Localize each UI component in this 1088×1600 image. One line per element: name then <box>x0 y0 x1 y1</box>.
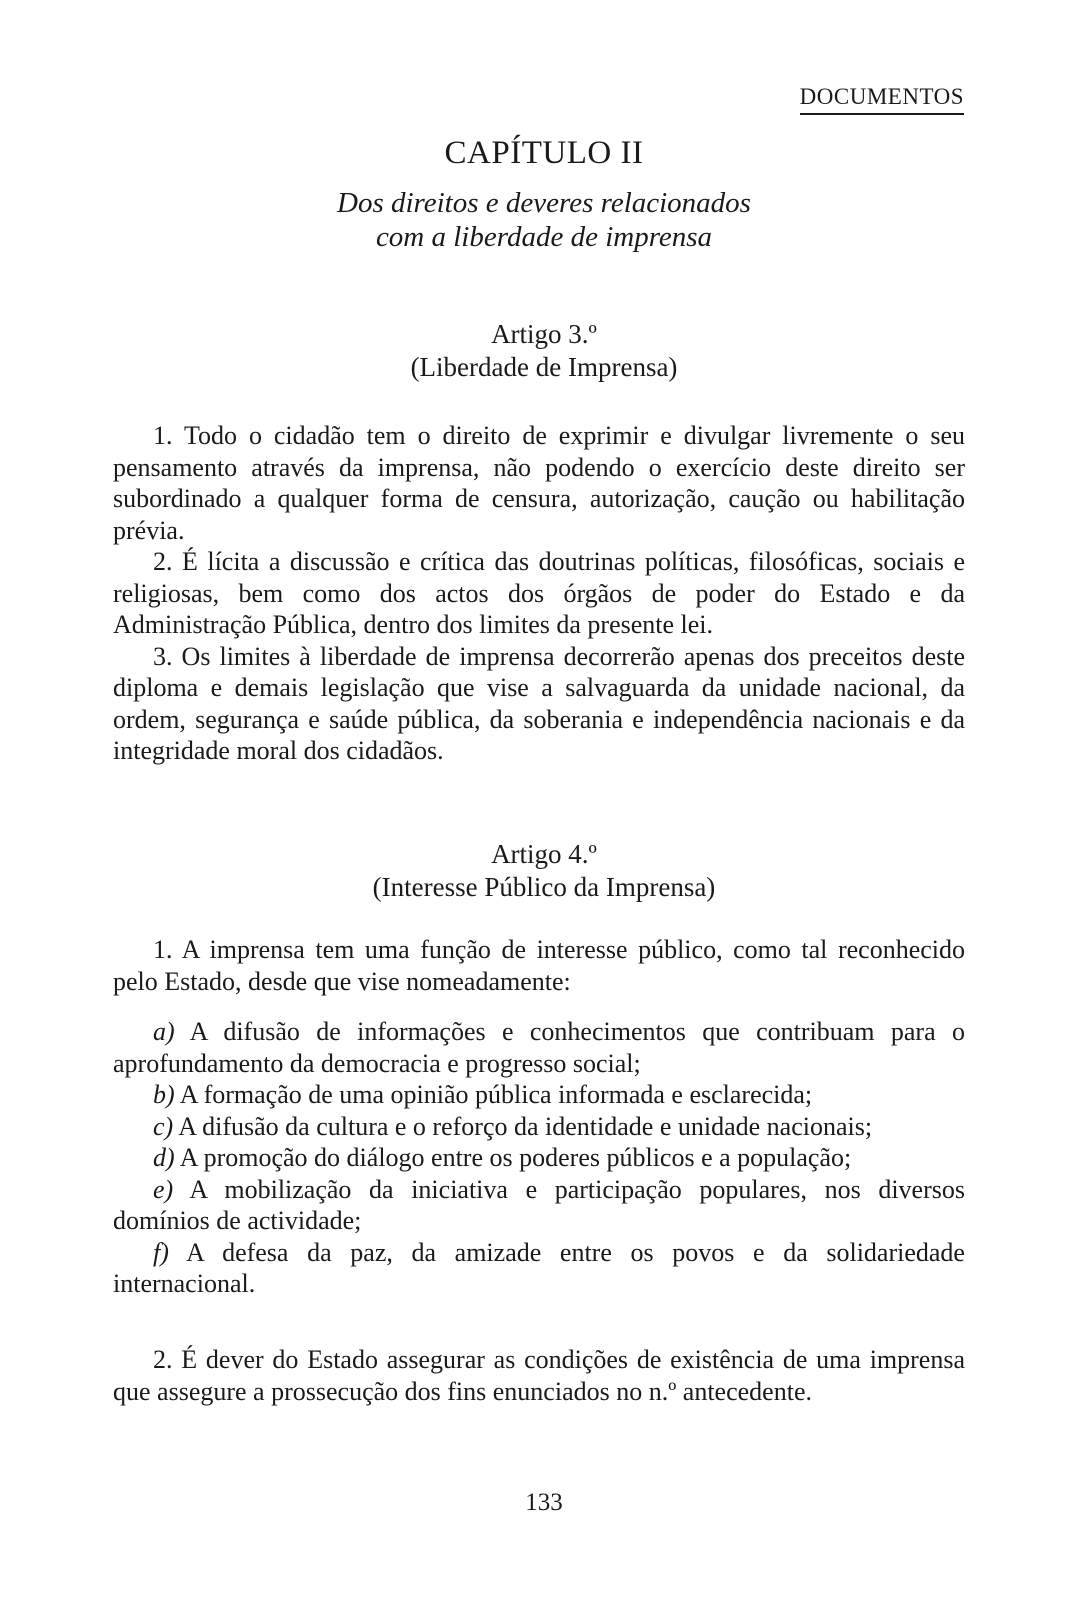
article-3-body <box>113 420 965 767</box>
list-marker: b) <box>153 1080 175 1109</box>
article-4-heading <box>0 838 1088 904</box>
article-4-number: Artigo 4.º <box>491 839 597 869</box>
article-3-paragraph-2: 2. É lícita a discussão e crítica das doutrinas políticas, filosóficas, sociais e religiosas, bem como dos actos dos órgãos de poder do Estado e da Administração Pública, dentro dos limites da presente lei. <box>113 547 965 639</box>
list-item-text: A difusão da cultura e o reforço da identidade e unidade nacionais; <box>178 1111 873 1141</box>
list-item-f <box>113 1237 965 1300</box>
chapter-title: CAPÍTULO II <box>444 135 644 171</box>
article-4-list <box>113 1016 965 1300</box>
article-3-title: (Liberdade de Imprensa) <box>410 352 678 382</box>
article-4-paragraph-2: 2. É dever do Estado assegurar as condições de existência de uma imprensa que assegure a prossecução dos fins enunciados no n.º antecedente. <box>113 1345 965 1406</box>
chapter-subtitle <box>0 186 1088 254</box>
article-3-number: Artigo 3.º <box>491 319 597 349</box>
page-number: 133 <box>525 1489 563 1516</box>
list-item-text: A formação de uma opinião pública informada e esclarecida; <box>179 1080 813 1109</box>
article-4-title: (Interesse Público da Imprensa) <box>372 872 716 902</box>
list-marker: f) <box>153 1237 169 1267</box>
list-item-text: A mobilização da iniciativa e participação populares, nos diversos domínios de actividade; <box>113 1174 965 1235</box>
list-item-c <box>113 1111 965 1143</box>
list-item-text: A promoção do diálogo entre os poderes públicos e a população; <box>179 1143 852 1172</box>
chapter-subtitle-line-2: com a liberdade de imprensa <box>375 221 713 253</box>
list-marker: a) <box>153 1017 175 1046</box>
list-item-b <box>113 1079 965 1111</box>
list-item-d <box>113 1142 965 1174</box>
list-item-a <box>113 1016 965 1079</box>
article-3-paragraph-1: 1. Todo o cidadão tem o direito de exprimir e divulgar livremente o seu pensamento através da imprensa, não podendo o exercício deste direito ser subordinado a qualquer forma de censura, autorização, caução ou habilitação prévia. <box>113 421 965 545</box>
list-item-e <box>113 1174 965 1237</box>
list-marker: e) <box>153 1174 174 1204</box>
list-marker: c) <box>153 1111 174 1141</box>
running-head: DOCUMENTOS <box>800 82 964 115</box>
article-3-heading <box>0 318 1088 384</box>
list-item-text: A difusão de informações e conhecimentos que contribuam para o aprofundamento da democracia e progresso social; <box>113 1017 965 1078</box>
article-4-intro-block <box>113 934 965 997</box>
list-item-text: A defesa da paz, da amizade entre os povos e da solidariedade internacional. <box>113 1237 965 1298</box>
list-marker: d) <box>153 1143 175 1172</box>
article-4-paragraph-2-block <box>113 1344 965 1407</box>
article-4-intro: 1. A imprensa tem uma função de interesse público, como tal reconhecido pelo Estado, desde que vise nomeadamente: <box>113 935 965 996</box>
chapter-subtitle-line-1: Dos direitos e deveres relacionados <box>337 187 751 219</box>
article-3-paragraph-3: 3. Os limites à liberdade de imprensa decorrerão apenas dos preceitos deste diploma e demais legislação que vise a salvaguarda da unidade nacional, da ordem, segurança e saúde pública, da soberania e independência nacionais e da integridade moral dos cidadãos. <box>113 641 965 765</box>
